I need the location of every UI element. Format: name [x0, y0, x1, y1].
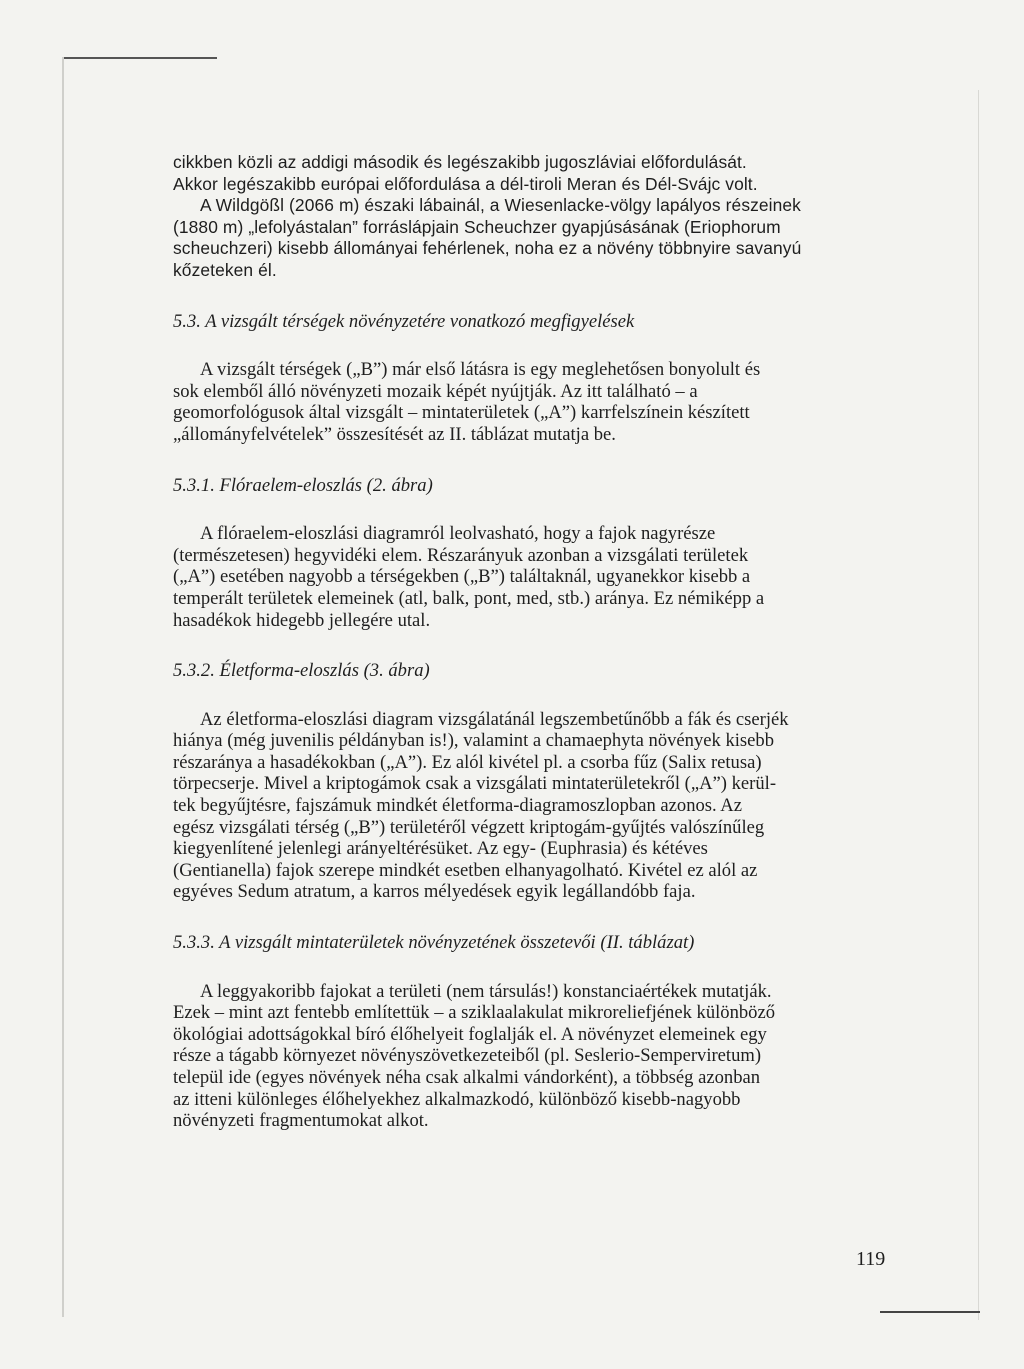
section-heading-5-3-3: 5.3.3. A vizsgált mintaterületek növényzetének összetevői (II. táblázat)	[173, 932, 695, 954]
intro-paragraph	[173, 152, 897, 282]
text-line: része a tágabb környezet növényszövetkezeteiből (pl. Seslerio-Semperviretum)	[173, 1045, 762, 1067]
scan-edge-bottom	[880, 1311, 980, 1313]
text-line: tek begyűjtésre, fajszámuk mindkét életforma-diagramoszlopban azonos. Az	[173, 795, 742, 817]
section-heading-5-3-1: 5.3.1. Flóraelem-eloszlás (2. ábra)	[173, 474, 433, 496]
text-line: települ ide (egyes növények néha csak alkalmi vándorként), a többség azonban	[173, 1067, 761, 1088]
text-line: sok elemből álló növényzeti mozaik képét nyújtják. Az itt található – a	[173, 380, 698, 402]
scan-edge-left	[62, 57, 64, 1317]
scan-edge-right	[978, 90, 979, 1320]
page-body	[173, 152, 897, 1132]
text-line: („A”) esetében nagyobb a térségekben („B”) találtaknál, ugyanekkor kisebb a	[173, 566, 751, 588]
section-5-3-1-paragraph	[173, 523, 897, 631]
text-line: Az életforma-eloszlási diagram vizsgálatánál legszembetűnőbb a fák és cserjék	[200, 708, 789, 730]
text-line: A leggyakoribb fajokat a területi (nem társulás!) konstanciaértékek mutatják.	[200, 980, 772, 1002]
text-line: az itteni különleges élőhelyekhez alkalmazkodó, különböző kisebb-nagyobb	[173, 1088, 741, 1110]
text-line: A flóraelem-eloszlási diagramról leolvasható, hogy a fajok nagyrésze	[200, 523, 716, 545]
text-line: (természetesen) hegyvidéki elem. Részarányuk azonban a vizsgálati területek	[173, 544, 749, 566]
text-line: egyéves Sedum atratum, a karros mélyedések egyik legállandóbb faja.	[173, 881, 696, 903]
text-line: temperált területek elemeinek (atl, balk, pont, med, stb.) aránya. Ez némiképp a	[173, 587, 765, 609]
text-line: hasadékok hidegebb jellegére utal.	[173, 609, 431, 631]
text-line: törpecserje. Mivel a kriptogámok csak a vizsgálati mintaterületekről („A”) kerül-	[173, 773, 777, 795]
text-line: hiánya (még juvenilis példányban is!), valamint a chamaephyta növények kisebb	[173, 730, 775, 752]
text-line: egész vizsgálati térség („B”) területéről végzett kriptogám-gyűjtés valószínűleg	[173, 816, 765, 838]
section-heading-5-3: 5.3. A vizsgált térségek növényzetére vonatkozó megfigyelések	[173, 310, 635, 332]
text-line: scheuchzeri) kisebb állományai fehérlenek, noha ez a növény többnyire savanyú	[173, 238, 802, 259]
section-heading-5-3-2: 5.3.2. Életforma-eloszlás (3. ábra)	[173, 660, 430, 682]
text-line: növényzeti fragmentumokat alkot.	[173, 1110, 429, 1132]
text-line: A Wildgößl (2066 m) északi lábainál, a Wiesenlacke-völgy lapályos részeinek	[200, 195, 801, 216]
text-line: (Gentianella) fajok szerepe mindkét esetben elhanyagolható. Kivétel ez alól az	[173, 859, 758, 881]
page-number: 119	[856, 1248, 886, 1270]
text-line: Akkor legészakibb európai előfordulása a dél-tiroli Meran és Dél-Svájc volt.	[173, 173, 758, 194]
text-line: „állományfelvételek” összesítését az II. táblázat mutatja be.	[173, 423, 616, 445]
section-5-3-3-paragraph	[173, 981, 897, 1132]
text-line: részaránya a hasadékokban („A”). Ez alól kivétel pl. a csorba fűz (Salix retusa)	[173, 751, 762, 773]
text-line: geomorfológusok által vizsgált – mintaterületek („A”) karrfelszínein készített	[173, 402, 750, 424]
scan-edge-top	[62, 57, 217, 59]
text-line: kőzeteken él.	[173, 259, 277, 280]
section-5-3-paragraph	[173, 359, 897, 445]
section-5-3-2-paragraph	[173, 709, 897, 903]
text-line: Ezek – mint azt fentebb említettük – a sziklaalakulat mikroreliefjének különböző	[173, 1002, 776, 1024]
text-line: cikkben közli az addigi második és legészakibb jugoszláviai előfordulását.	[173, 152, 747, 172]
text-line: A vizsgált térségek („B”) már első látásra is egy meglehetősen bonyolult és	[200, 359, 761, 381]
text-line: (1880 m) „lefolyástalan” forráslápjain Scheuchzer gyapjúsásának (Eriophorum	[173, 216, 781, 237]
text-line: ökológiai adottságokkal bíró élőhelyeit foglalják el. A növényzet elemeinek egy	[173, 1023, 767, 1045]
text-line: kiegyenlítené jelenlegi arányeltérésüket. Az egy- (Euphrasia) és kétéves	[173, 838, 708, 860]
